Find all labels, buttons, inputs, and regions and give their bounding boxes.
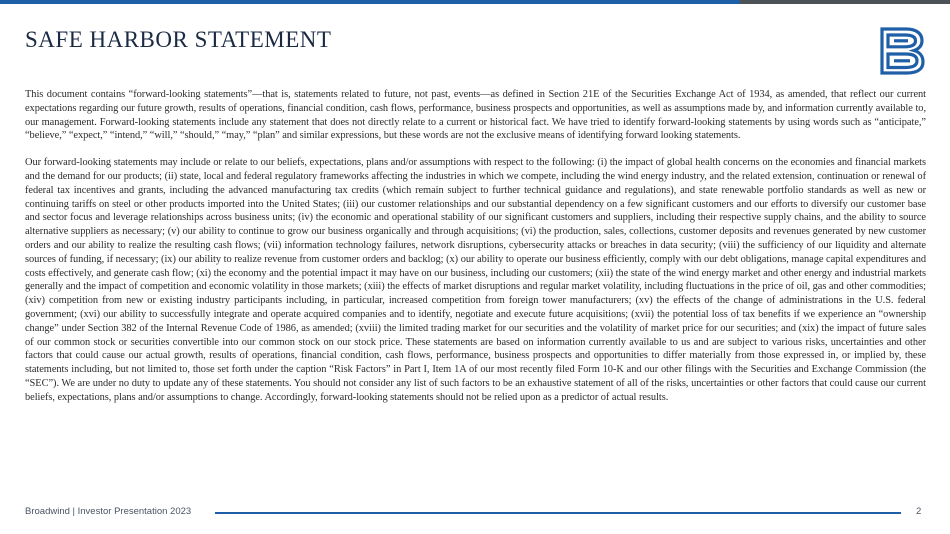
top-accent-bar-gray <box>740 0 950 4</box>
footer-presentation-label: Broadwind | Investor Presentation 2023 <box>25 506 192 517</box>
safe-harbor-body <box>25 88 926 405</box>
top-accent-bar <box>0 0 740 4</box>
footer-divider <box>215 512 901 514</box>
page-number: 2 <box>916 506 922 517</box>
paragraph-risk-factors: Our forward-looking statements may include or relate to our beliefs, expectations, plans and/or assumptions with respect to the following: (i) the impact of global health concerns on the economies and financial markets and the demand for our products; (ii) state, local and federal regulatory frameworks affecting the industries in which we compete, including the wind energy industry, and the related extension, continuation or renewal of federal tax incentives and grants, including the advanced manufacturing tax credits (which remain subject to further technical guidance and regulations), and state renewable portfolio standards as well as new or continuing tariffs on steel or other products imported into the United States; (iii) our customer relationships and our substantial dependency on a few significant customers and our efforts to diversify our customer base and sector focus and leverage relationships across business units; (iv) the economic and operational stability of our significant customers and suppliers, including their respective supply chains, and the ability to source alternative suppliers as necessary; (v) our ability to continue to grow our business organically and through acquisitions; (vi) the production, sales, collections, customer deposits and revenues generated by new customer orders and our ability to realize the resulting cash flows; (vii) information technology failures, network disruptions, cybersecurity attacks or breaches in data security; (viii) the sufficiency of our liquidity and alternate sources of funding, if necessary; (ix) our ability to realize revenue from customer orders and backlog; (x) our ability to operate our business efficiently, comply with our debt obligations, manage capital expenditures and costs effectively, and generate cash flow; (xi) the economy and the potential impact it may have on our business, including our customers; (xii) the state of the wind energy market and other energy and industrial markets generally and the impact of competition and economic volatility in those markets; (xiii) the effects of market disruptions and regular market volatility, including fluctuations in the price of oil, gas and other commodities; (xiv) competition from new or existing industry participants including, in particular, increased competition from foreign tower manufacturers; (xv) the effects of the change of administrations in the U.S. federal government; (xvi) our ability to successfully integrate and operate acquired companies and to identify, negotiate and execute future acquisitions; (xvii) the potential loss of tax benefits if we experience an “ownership change” under Section 382 of the Internal Revenue Code of 1986, as amended; (xviii) the limited trading market for our securities and the volatility of market price for our securities; and (xix) the impact of future sales of our common stock or securities convertible into our common stock on our stock price. These statements are based on information currently available to us and are subject to various risks, uncertainties and other factors that could cause our actual growth, results of operations, financial condition, cash flows, performance, business prospects and opportunities to differ materially from those expressed in, or implied by, these statements including, but not limited to, those set forth under the caption “Risk Factors” in Part I, Item 1A of our most recently filed Form 10-K and our other filings with the Securities and Exchange Commission (the “SEC”). We are under no duty to update any of these statements. You should not consider any list of such factors to be an exhaustive statement of all of the risks, uncertainties or other factors that could cause our current beliefs, expectations, plans and/or assumptions to change. Accordingly, forward-looking statements should not be relied upon as a predictor of actual results. <box>25 157 926 403</box>
page-title: SAFE HARBOR STATEMENT <box>25 27 332 52</box>
paragraph-forward-looking-definition: This document contains “forward-looking statements”—that is, statements related to future, not past, events—as defined in Section 21E of the Securities Exchange Act of 1934, as amended, that reflect our current expectations regarding our future growth, results of operations, financial condition, cash flows, performance, business prospects and opportunities, as well as assumptions made by, and information currently available to, our management. Forward-looking statements include any statement that does not directly relate to a current or historical fact. We have tried to identify forward-looking statements by using words such as “anticipate,” “believe,” “expect,” “intend,” “will,” “should,” “may,” “plan” and similar expressions, but these words are not the exclusive means of identifying forward looking statements. <box>25 89 926 142</box>
broadwind-logo-icon <box>879 27 925 75</box>
